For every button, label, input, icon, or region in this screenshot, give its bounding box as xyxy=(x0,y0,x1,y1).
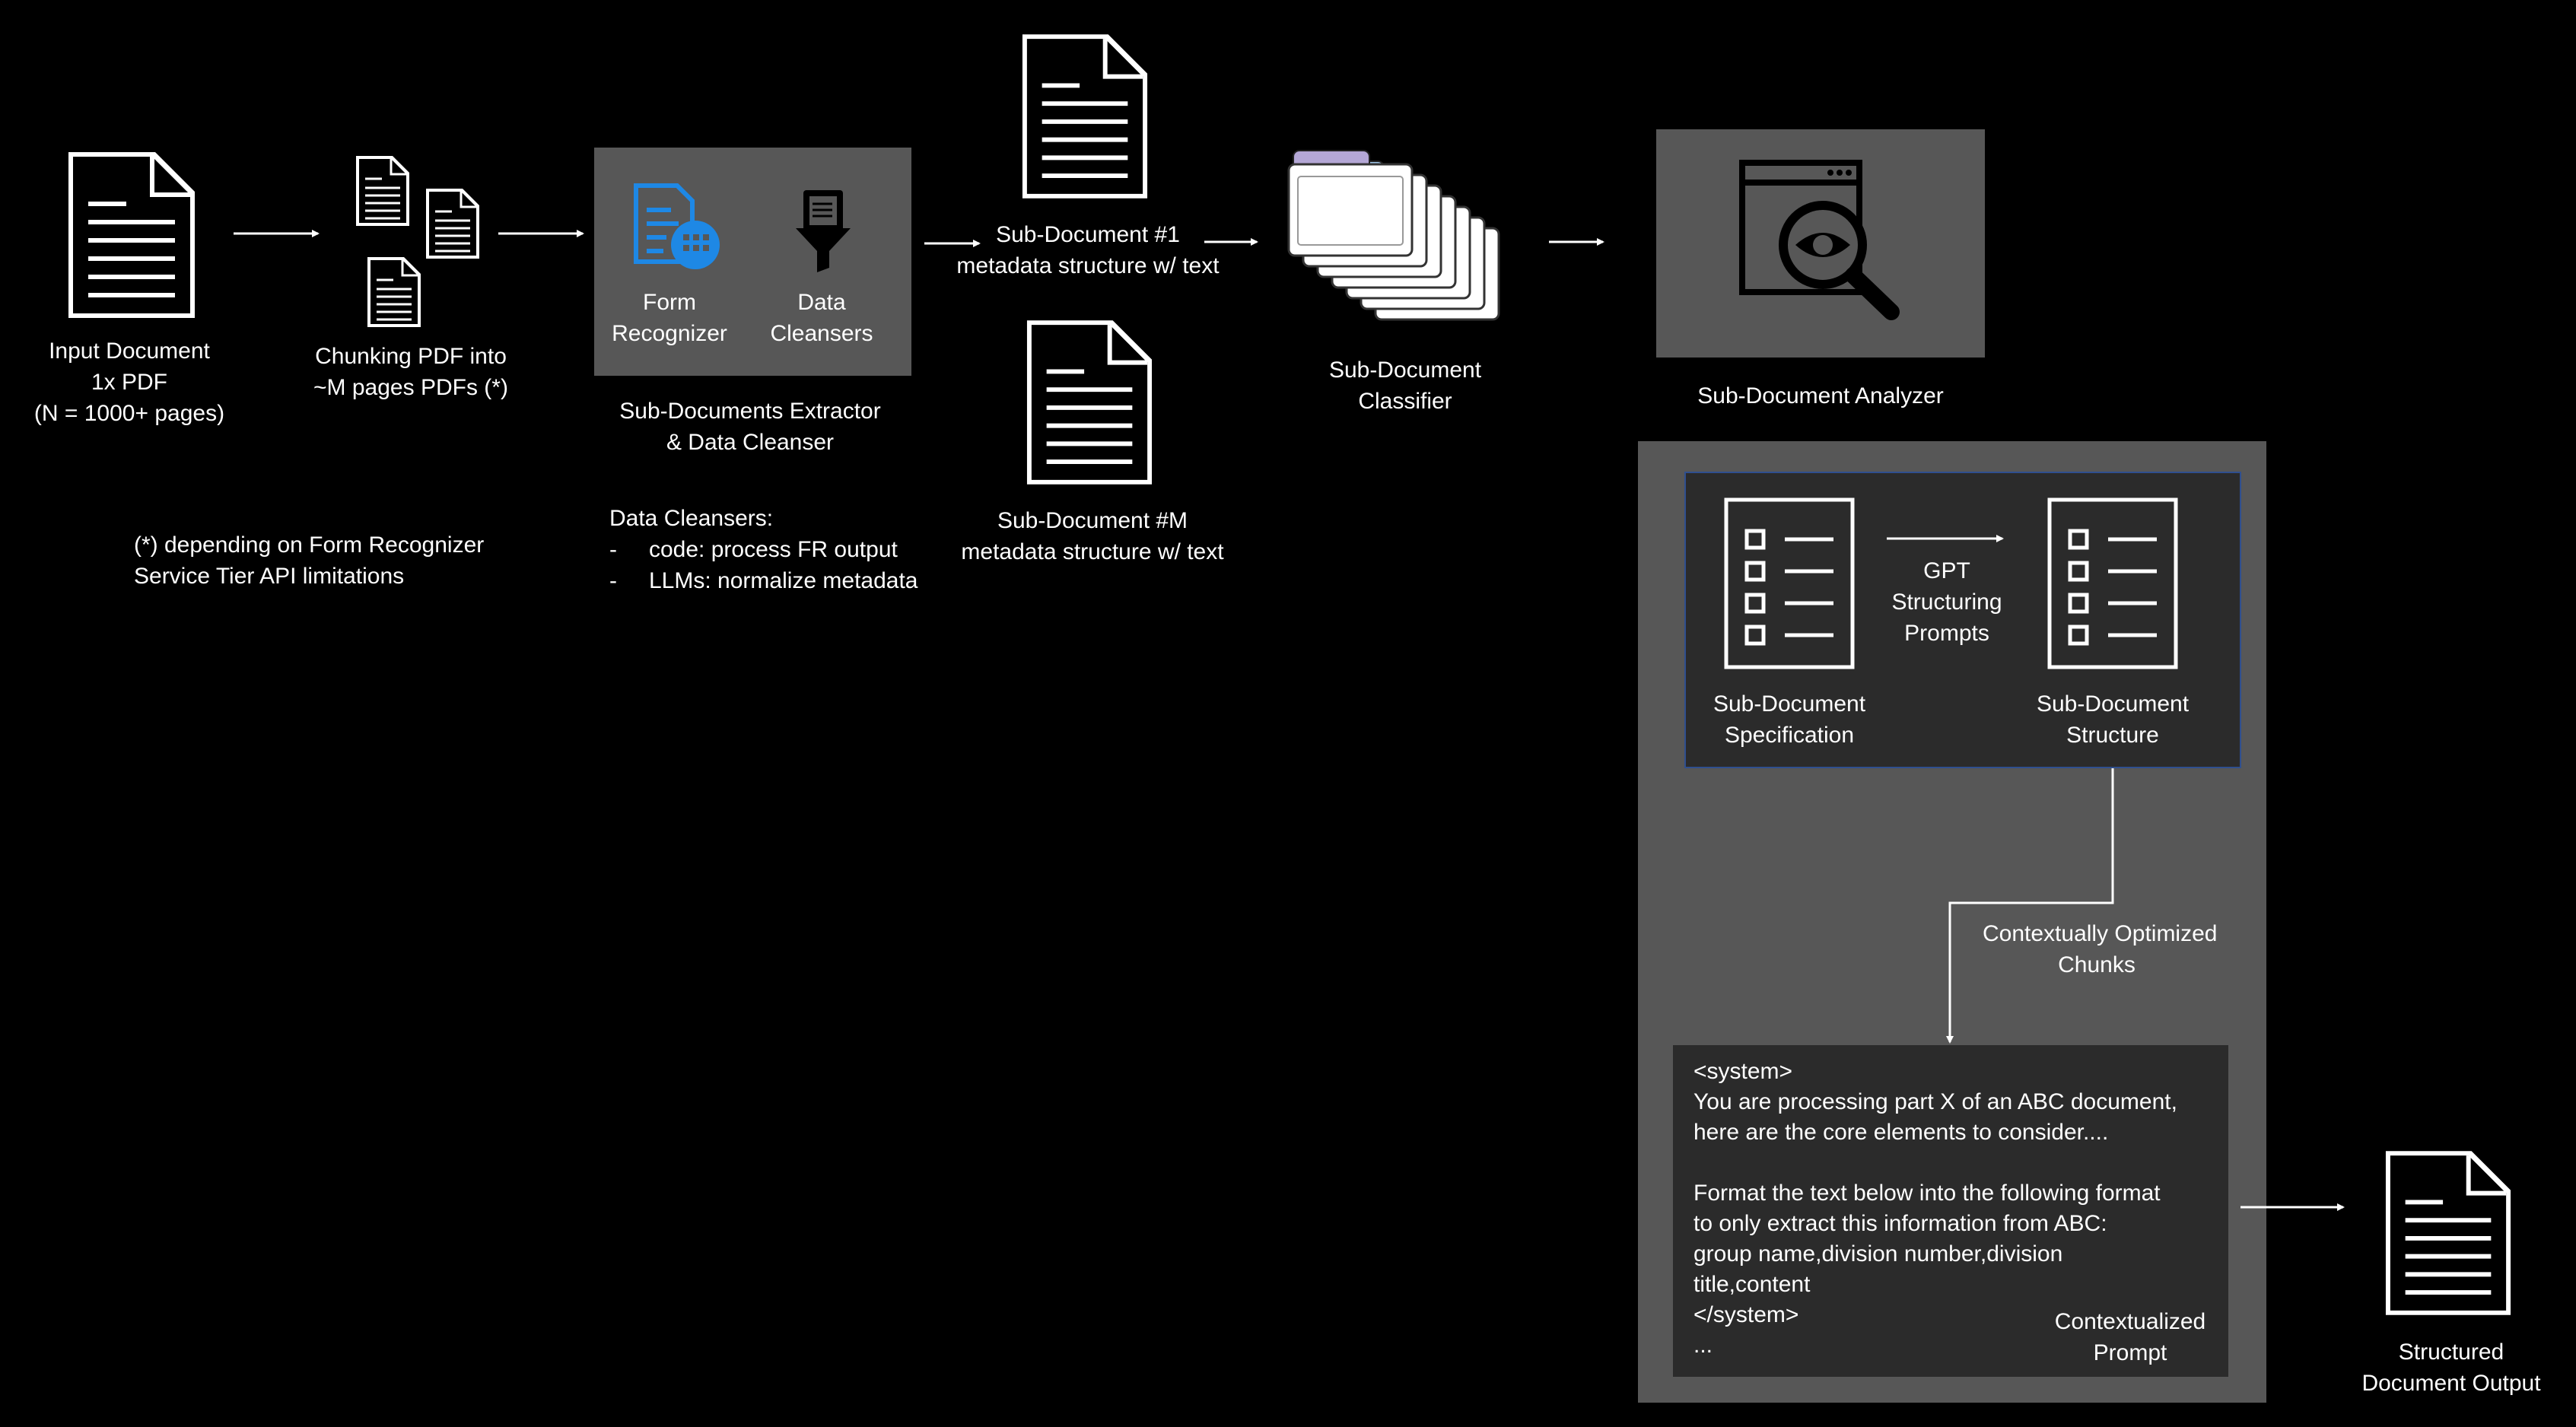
output-label: Structured Document Output xyxy=(2361,1340,2541,1396)
contextualized-prompt-label: Contextualized Prompt xyxy=(2054,1309,2206,1365)
chunks-label: Contextually Optimized Chunks xyxy=(1983,921,2218,977)
classifier-folders-icon xyxy=(1286,148,1506,338)
chunk-document-icon xyxy=(366,256,422,329)
sub-document-first-label: Sub-Document #1 metadata structure w/ text xyxy=(956,222,1220,278)
classifier-folder xyxy=(1289,151,1412,256)
data-cleanser-funnel-icon xyxy=(794,189,852,274)
specification-checklist-icon xyxy=(1724,497,1855,669)
sub-document-last-label: Sub-Document #M metadata structure w/ text xyxy=(961,508,1224,564)
structure-label: Sub-Document Structure xyxy=(2036,691,2190,748)
footnote: (*) depending on Form Recognizer Service Tier API limitations xyxy=(134,532,485,589)
extractor-caption: Sub-Documents Extractor & Data Cleanser xyxy=(619,399,881,455)
gpt-prompts-label: GPT Structuring Prompts xyxy=(1891,558,2002,646)
cleanser-notes: Data Cleansers: - code: process FR output - LLMs: normalize metadata xyxy=(609,506,918,593)
data-cleansers-label: Data Cleansers xyxy=(770,290,873,346)
chunk-document-icon xyxy=(355,154,411,227)
analyzer-label: Sub-Document Analyzer xyxy=(1697,383,1944,408)
analyzer-magnifier-icon xyxy=(1739,160,1907,327)
specification-label: Sub-Document Specification xyxy=(1713,691,1866,748)
structure-checklist-icon xyxy=(2047,497,2178,669)
form-recognizer-icon xyxy=(631,183,723,274)
prompt-text: <system> You are processing part X of an ABC document, here are the core elements to consider.... Format the text below into the following format to only extract this information from ABC: group name,division number,division title,content </system> ... xyxy=(1693,1059,2177,1358)
form-recognizer-label: Form Recognizer xyxy=(612,290,727,346)
chunking-label: Chunking PDF into ~M pages PDFs (*) xyxy=(313,344,508,400)
sub-document-last-icon xyxy=(1024,316,1155,488)
sub-document-first-icon xyxy=(1019,30,1150,202)
input-document-label: Input Document 1x PDF (N = 1000+ pages) xyxy=(33,338,225,426)
output-document-icon xyxy=(2383,1147,2514,1319)
input-document-icon xyxy=(65,149,198,321)
classifier-label: Sub-Document Classifier xyxy=(1328,358,1482,414)
chunk-document-icon xyxy=(425,187,481,260)
